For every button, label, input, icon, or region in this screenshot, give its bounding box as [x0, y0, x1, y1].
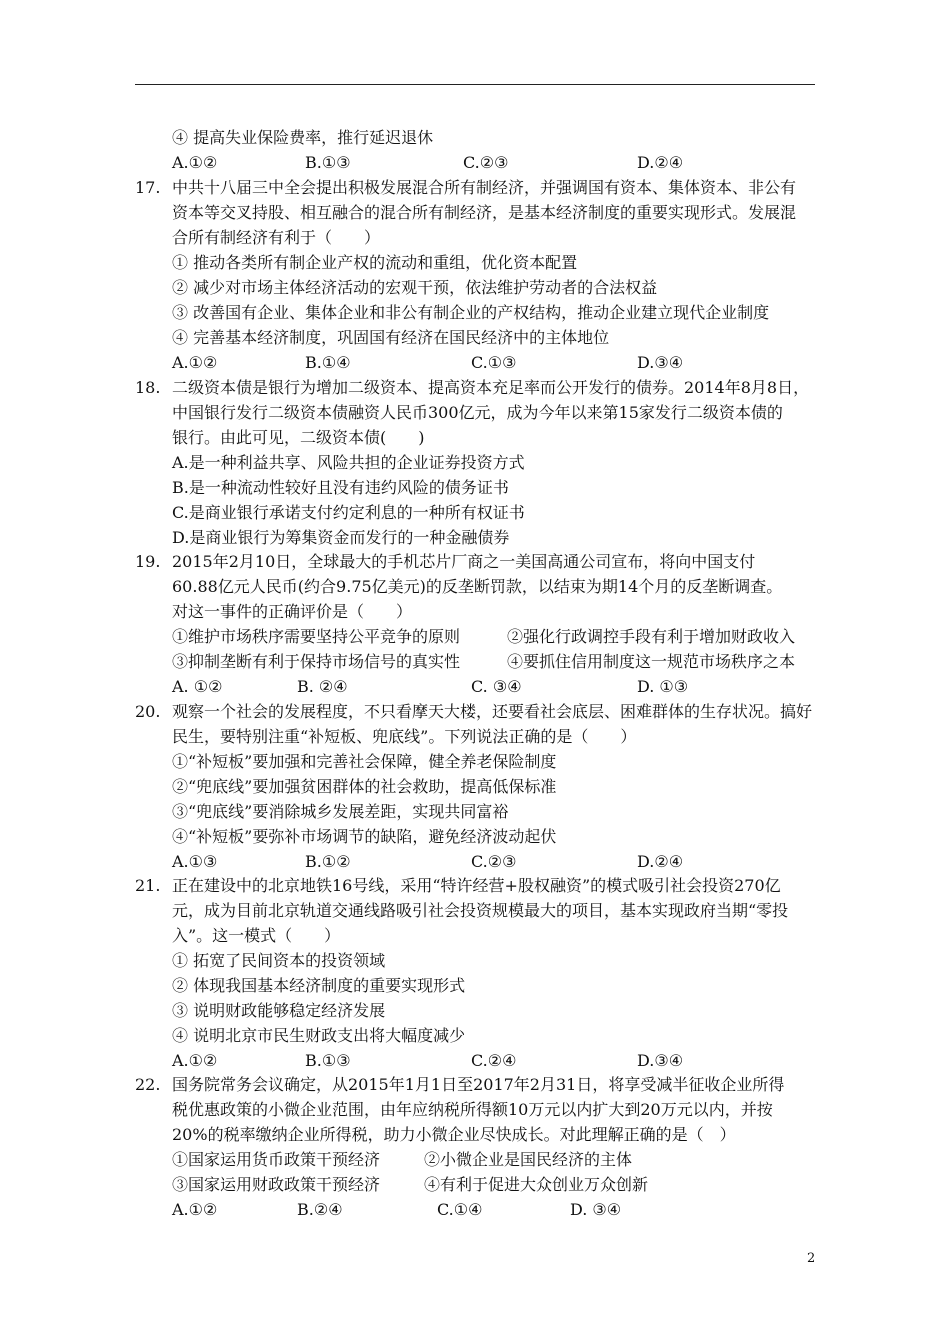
q21-item-4: ④ 说明北京市民生财政支出将大幅度减少 [172, 1026, 466, 1045]
q16-option-b: B.①③ [305, 153, 351, 172]
q17-line-1: 中共十八届三中全会提出积极发展混合所有制经济，并强调国有资本、集体资本、非公有 [172, 178, 797, 197]
q19-option-b: B. ②④ [297, 677, 348, 696]
q22-item-4: ④有利于促进大众创业万众创新 [424, 1175, 649, 1194]
q20-option-c: C.②③ [471, 852, 517, 871]
q19-item-4: ④要抓住信用制度这一规范市场秩序之本 [507, 652, 796, 671]
q17-line-2: 资本等交叉持股、相互融合的混合所有制经济，是基本经济制度的重要实现形式。发展混 [172, 203, 797, 222]
q21-item-3: ③ 说明财政能够稳定经济发展 [172, 1001, 386, 1020]
q18-line-2: 中国银行发行二级资本债融资人民币300亿元，成为今年以来第15家发行二级资本债的 [172, 403, 783, 422]
q20-option-d: D.②④ [637, 852, 684, 871]
q20-option-b: B.①② [305, 852, 351, 871]
q19-option-a: A. ①② [172, 677, 223, 696]
q17-option-b: B.①④ [305, 353, 351, 372]
q19-item-3: ③抑制垄断有利于保持市场信号的真实性 [172, 652, 461, 671]
q22-option-d: D. ③④ [570, 1200, 622, 1219]
q17-number: 17. [135, 178, 161, 197]
q22-line-1: 国务院常务会议确定，从2015年1月1日至2017年2月31日，将享受减半征收企业所得 [172, 1075, 785, 1094]
q21-option-b: B.①③ [305, 1051, 351, 1070]
q20-option-a: A.①③ [172, 852, 218, 871]
q18-option-c: C.是商业银行承诺支付约定利息的一种所有权证书 [172, 503, 525, 522]
q20-item-2: ②“兜底线”要加强贫困群体的社会救助，提高低保标准 [172, 777, 557, 796]
q22-item-3: ③国家运用财政政策干预经济 [172, 1175, 381, 1194]
q18-number: 18. [135, 378, 161, 397]
q21-line-2: 元，成为目前北京轨道交通线路吸引社会投资规模最大的项目，基本实现政府当期“零投 [172, 901, 789, 920]
q17-item-2: ② 减少对市场主体经济活动的宏观干预，依法维护劳动者的合法权益 [172, 278, 658, 297]
q20-number: 20. [135, 702, 161, 721]
q22-item-1: ①国家运用货币政策干预经济 [172, 1150, 381, 1169]
q20-item-3: ③“兜底线”要消除城乡发展差距，实现共同富裕 [172, 802, 509, 821]
q21-option-c: C.②④ [471, 1051, 517, 1070]
q22-item-2: ②小微企业是国民经济的主体 [424, 1150, 633, 1169]
q17-item-1: ① 推动各类所有制企业产权的流动和重组，优化资本配置 [172, 253, 578, 272]
q19-item-2: ②强化行政调控手段有利于增加财政收入 [507, 627, 796, 646]
q18-option-d: D.是商业银行为筹集资金而发行的一种金融债券 [172, 528, 510, 547]
q19-line-2: 60.88亿元人民币(约合9.75亿美元)的反垄断罚款，以结束为期14个月的反垄断调查。 [172, 577, 783, 596]
q21-item-2: ② 体现我国基本经济制度的重要实现形式 [172, 976, 466, 995]
q22-line-2: 税优惠政策的小微企业范围，由年应纳税所得额10万元以内扩大到20万元以内，并按 [172, 1100, 773, 1119]
q18-option-b: B.是一种流动性较好且没有违约风险的债务证书 [172, 478, 509, 497]
q19-line-3: 对这一事件的正确评价是（ ） [172, 602, 413, 621]
q21-item-1: ① 拓宽了民间资本的投资领域 [172, 951, 386, 970]
q20-item-4: ④“补短板”要弥补市场调节的缺陷，避免经济波动起伏 [172, 827, 557, 846]
q17-line-3: 合所有制经济有利于（ ） [172, 228, 381, 247]
q21-option-d: D.③④ [637, 1051, 684, 1070]
q19-line-1: 2015年2月10日，全球最大的手机芯片厂商之一美国高通公司宣布，将向中国支付 [172, 552, 756, 571]
q17-item-4: ④ 完善基本经济制度，巩固国有经济在国民经济中的主体地位 [172, 328, 610, 347]
q21-option-a: A.①② [172, 1051, 218, 1070]
q18-line-1: 二级资本债是银行为增加二级资本、提高资本充足率而公开发行的债券。2014年8月8日， [172, 378, 810, 397]
q16-option-d: D.②④ [637, 153, 684, 172]
q17-option-a: A.①② [172, 353, 218, 372]
q16-option-c: C.②③ [463, 153, 509, 172]
q17-option-d: D.③④ [637, 353, 684, 372]
q19-item-1: ①维护市场秩序需要坚持公平竞争的原则 [172, 627, 461, 646]
q20-line-2: 民生，要特别注重“补短板、兜底线”。下列说法正确的是（ ） [172, 727, 637, 746]
q22-number: 22. [135, 1075, 161, 1094]
q19-number: 19. [135, 552, 161, 571]
q22-option-b: B.②④ [297, 1200, 343, 1219]
q19-option-d: D. ①③ [637, 677, 689, 696]
q20-item-1: ①“补短板”要加强和完善社会保障，健全养老保险制度 [172, 752, 557, 771]
q16-item-4: ④ 提高失业保险费率，推行延迟退休 [172, 128, 434, 147]
q21-line-1: 正在建设中的北京地铁16号线，采用“特许经营+股权融资”的模式吸引社会投资270亿 [172, 876, 781, 895]
q20-line-1: 观察一个社会的发展程度，不只看摩天大楼，还要看社会底层、困难群体的生存状况。搞好 [172, 702, 813, 721]
q17-option-c: C.①③ [471, 353, 517, 372]
page-number: 2 [807, 1251, 816, 1266]
q18-option-a: A.是一种利益共享、风险共担的企业证券投资方式 [172, 453, 525, 472]
q19-option-c: C. ③④ [471, 677, 522, 696]
header-rule [135, 84, 815, 85]
q17-item-3: ③ 改善国有企业、集体企业和非公有制企业的产权结构，推动企业建立现代企业制度 [172, 303, 770, 322]
q21-line-3: 入”。这一模式（ ） [172, 926, 341, 945]
q22-line-3: 20%的税率缴纳企业所得税，助力小微企业尽快成长。对此理解正确的是（ ） [172, 1125, 736, 1144]
q16-option-a: A.①② [172, 153, 218, 172]
q18-line-3: 银行。由此可见，二级资本债( ) [172, 428, 425, 447]
q21-number: 21. [135, 876, 161, 895]
q22-option-a: A.①② [172, 1200, 218, 1219]
q22-option-c: C.①④ [437, 1200, 483, 1219]
